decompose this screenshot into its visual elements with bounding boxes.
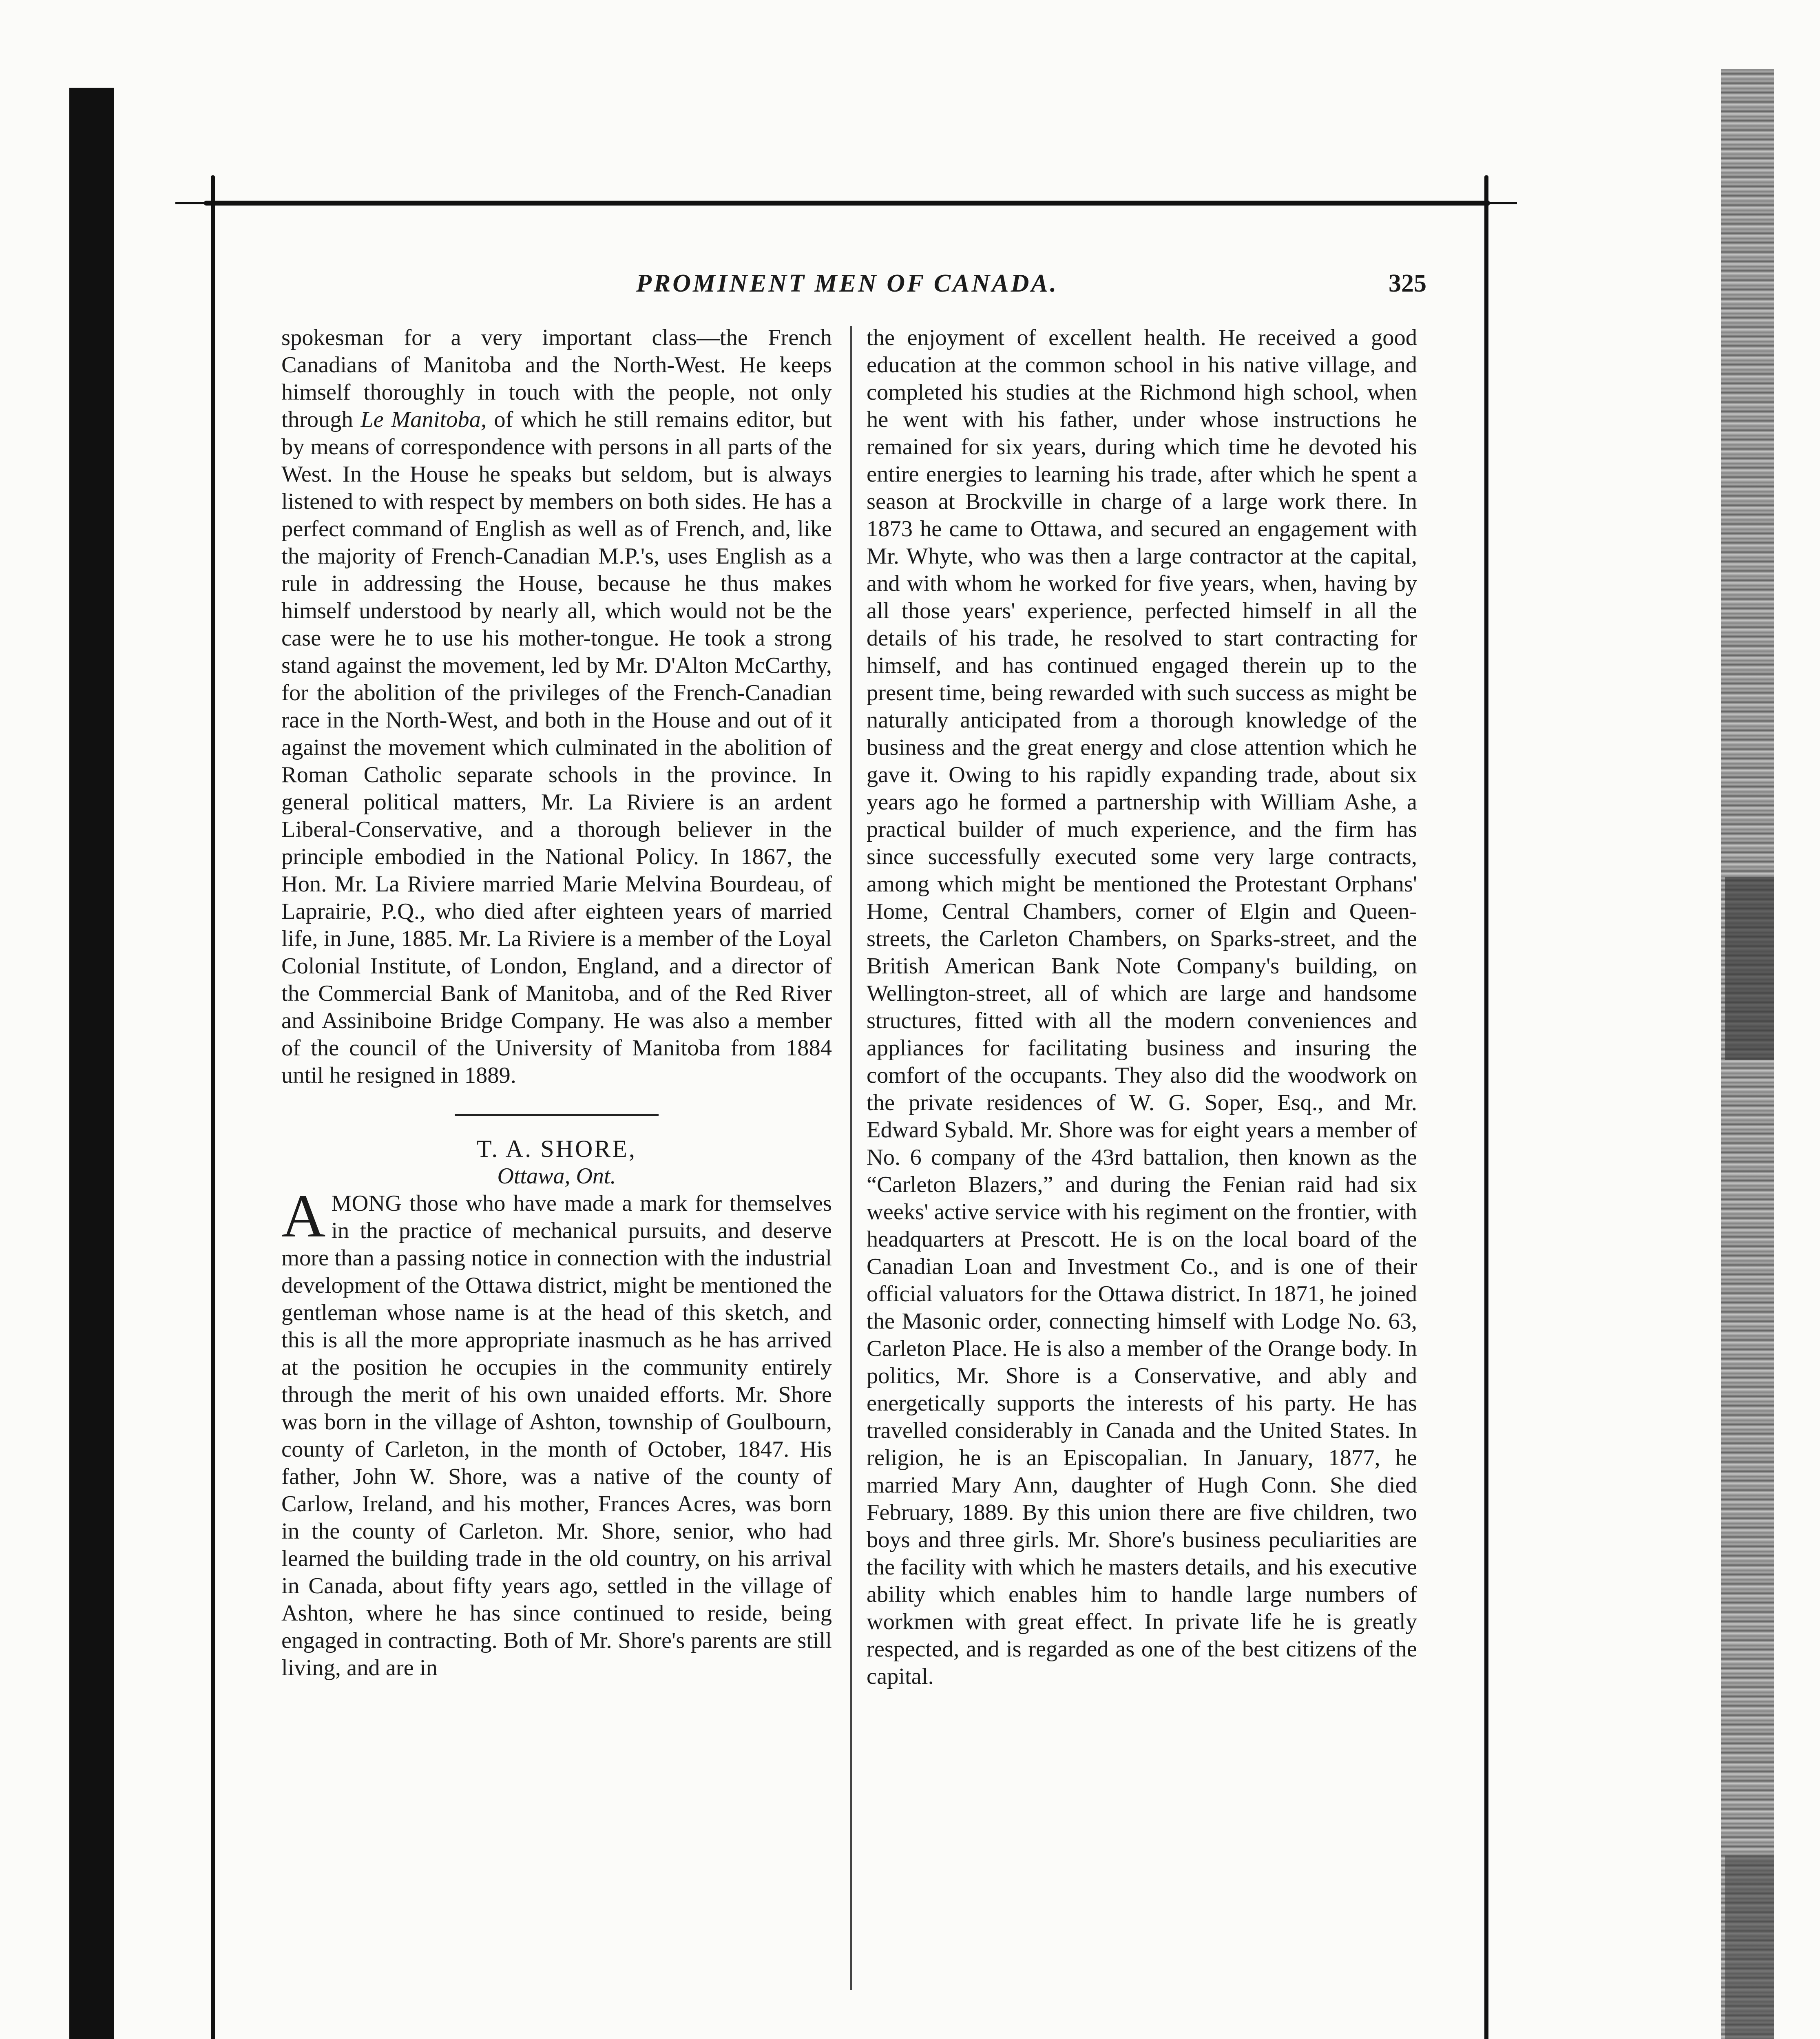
right-border-rule	[1484, 175, 1488, 2039]
paragraph-text: spokesman for a very important class—the French Canadians of Manitoba and the North-West. He keeps himself thoroughly in touch with the people, not only through	[281, 325, 832, 432]
left-column	[281, 324, 832, 1682]
page-number: 325	[1389, 270, 1426, 297]
biography-location: Ottawa, Ont.	[497, 1163, 616, 1189]
corner-ornament	[1474, 191, 1499, 215]
running-title: PROMINENT MEN OF CANADA.	[636, 270, 1059, 297]
drop-cap: A	[281, 1182, 326, 1250]
newspaper-title: Le Manitoba,	[360, 407, 487, 432]
section-divider	[455, 1114, 659, 1116]
page-edge-shadow	[1725, 877, 1774, 1060]
page-edge-shadow	[1725, 1855, 1774, 2039]
paragraph-text: MONG those who have made a mark for themselves in the practice of mechanical pursuits, and deserve more than a passing notice in connection with the industrial development of the Ottawa district, might be mentioned the gentleman whose name is at the head of this sketch, and this is all the more appropriate inasmuch as he has arrived at the position he occupies in the community entirely through the merit of his own unaided efforts. Mr. Shore was born in the village of Ashton, township of Goulbourn, county of Carleton, in the month of October, 1847. His father, John W. Shore, was a native of the county of Carlow, Ireland, and his mother, Frances Acres, was born in the county of Carleton. Mr. Shore, senior, who had learned the building trade in the old country, on his arrival in Canada, about fifty years ago, settled in the village of Ashton, where he has since continued to reside, being engaged in contracting. Both of Mr. Shore's parents are still living, and are in	[281, 1191, 832, 1681]
right-column	[867, 324, 1417, 1690]
body-paragraph	[281, 324, 832, 1089]
body-paragraph: the enjoyment of excellent health. He received a good education at the common school in his native village, and completed his studies at the Richmond high school, when he went with his father, under whose instructions he remained for six years, during which time he devoted his entire energies to learning his trade, after which he spent a season at Brockville in charge of a large work there. In 1873 he came to Ottawa, and secured an engagement with Mr. Whyte, who was then a large contractor at the capital, and with whom he worked for five years, when, having by all those years' experience, perfected himself in all the details of his trade, he resolved to start contracting for himself, and has continued engaged therein up to the present time, being rewarded with such success as might be naturally anticipated from a thorough knowledge of the business and the great energy and close attention which he gave it. Owing to his rapidly expanding trade, about six years ago he formed a partnership with William Ashe, a practical builder of much experience, and the firm has since successfully executed some very large contracts, among which might be mentioned the Protestant Orphans' Home, Central Chambers, corner of Elgin and Queen-streets, the Carleton Chambers, on Sparks-street, and the British American Bank Note Company's building, on Wellington-street, all of which are large and handsome structures, fitted with all the modern conveniences and appliances for facilitating business and insuring the comfort of the occupants. They also did the woodwork on the private residences of W. G. Soper, Esq., and Mr. Edward Sybald. Mr. Shore was for eight years a member of No. 6 company of the 43rd battalion, then known as the “Carleton Blazers,” and during the Fenian raid had six weeks' active service with his regiment on the frontier, with headquarters at Prescott. He is on the local board of the Canadian Loan and Investment Co., and is one of their official valuators for the Ottawa district. In 1871, he joined the Masonic order, connecting himself with Lodge No. 63, Carleton Place. He is also a member of the Orange body. In politics, Mr. Shore is a Conservative, and ably and energetically supports the interests of his party. He has travelled considerably in Canada and the United States. In religion, he is an Episcopalian. In January, 1877, he married Mary Ann, daughter of Hugh Conn. She died February, 1889. By this union there are five children, two boys and three girls. Mr. Shore's business peculiarities are the facility with which he masters details, and his executive ability which enables him to handle large numbers of workmen with great effect. In private life he is greatly respected, and is regarded as one of the best citizens of the capital.	[867, 325, 1417, 1689]
corner-ornament	[201, 191, 225, 215]
body-paragraph	[281, 1182, 832, 1682]
binding-strip	[69, 88, 114, 2039]
column-rule	[850, 326, 852, 1990]
biography-heading: T. A. SHORE,	[477, 1135, 637, 1162]
left-border-rule	[211, 175, 215, 2039]
paragraph-text: of which he still remains editor, but by means of correspondence with persons in all parts of the West. In the House he speaks but seldom, but is always listened to with respect by members on both sides. He has a perfect command of English as well as of French, and, like the majority of French-Canadian M.P.'s, uses English as a rule in addressing the House, because he thus makes himself understood by nearly all, which would not be the case were he to use his mother-tongue. He took a strong stand against the movement, led by Mr. D'Alton McCarthy, for the abolition of the privileges of the French-Canadian race in the North-West, and both in the House and out of it against the movement which culminated in the abolition of Roman Catholic separate schools in the province. In general political matters, Mr. La Riviere is an ardent Liberal-Conservative, and a thorough believer in the principle embodied in the National Policy. In 1867, the Hon. Mr. La Riviere married Marie Melvina Bourdeau, of Laprairie, P.Q., who died after eighteen years of married life, in June, 1885. Mr. La Riviere is a member of the Loyal Colonial Institute, of London, England, and a director of the Commercial Bank of Manitoba, and of the Red River and Assiniboine Bridge Company. He was also a member of the council of the University of Manitoba from 1884 until he resigned in 1889.	[281, 407, 832, 1088]
top-border-rule	[204, 201, 1488, 206]
border-flourish	[175, 202, 204, 204]
